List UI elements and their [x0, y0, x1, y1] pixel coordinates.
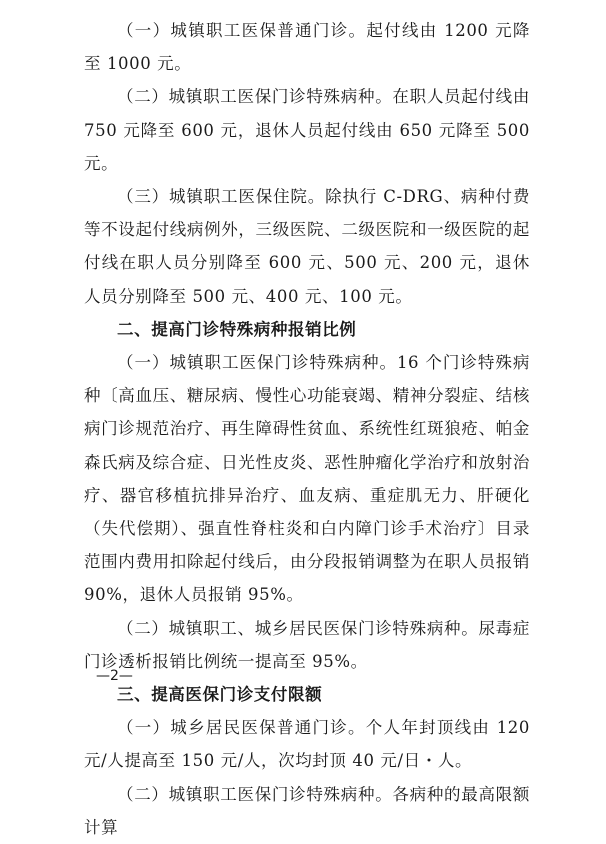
paragraph-special-diseases: （一）城镇职工医保门诊特殊病种。16 个门诊特殊病种〔高血压、糖尿病、慢性心功能衰竭、精神分裂症、结核病门诊规范治疗、再生障碍性贫血、系统性红斑狼疮、帕金森氏病及综合症、日光性皮炎、恶性肿瘤化学治疗和放射治疗、器官移植抗排异治疗、血友病、重症肌无力、肝硬化（失代偿期）、强直性脊柱炎和白内障门诊手术治疗〕目录范围内费用扣除起付线后，由分段报销调整为在职人员报销 90%，退休人员报销 95%。: [84, 353, 530, 605]
paragraph-resident-outpatient: （一）城乡居民医保普通门诊。个人年封顶线由 120 元/人提高至 150 元/人，次均封顶 40 元/日・人。: [84, 718, 530, 771]
page-number: —2—: [96, 668, 133, 684]
paragraph-outpatient-special: （二）城镇职工医保门诊特殊病种。在职人员起付线由 750 元降至 600 元，退休人员起付线由 650 元降至 500 元。: [84, 87, 530, 173]
section-heading-2: 二、提高门诊特殊病种报销比例: [117, 319, 357, 339]
section-heading-3: 三、提高医保门诊支付限额: [117, 685, 323, 705]
paragraph-inpatient: （三）城镇职工医保住院。除执行 C-DRG、病种付费等不设起付线病例外，三级医院、二级医院和一级医院的起付线在职人员分别降至 600 元、500 元、200 元，退休人员分别降至 500 元、400 元、100 元。: [84, 187, 530, 306]
paragraph-special-limit: （二）城镇职工医保门诊特殊病种。各病种的最高限额计算: [84, 784, 530, 837]
paragraph-dialysis: （二）城镇职工、城乡居民医保门诊特殊病种。尿毒症门诊透析报销比例统一提高至 95%。: [84, 618, 530, 671]
paragraph-outpatient-general: （一）城镇职工医保普通门诊。起付线由 1200 元降至 1000 元。: [84, 21, 530, 74]
